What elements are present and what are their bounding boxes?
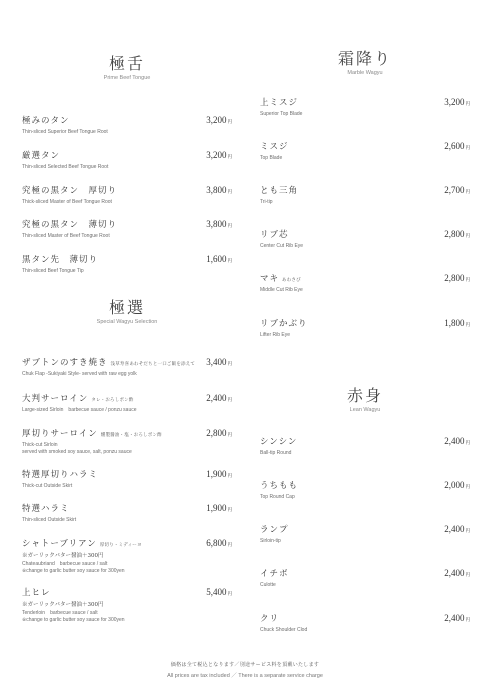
menu-item-row xyxy=(260,517,470,536)
section-subtitle: Prime Beef Tongue xyxy=(103,75,151,81)
menu-item xyxy=(260,606,470,634)
menu-item-price: 3,800 xyxy=(206,219,227,229)
menu-item-name-group xyxy=(260,429,297,448)
menu-item-name-group xyxy=(22,247,98,266)
menu-item-name: 厳選タン xyxy=(22,151,61,161)
menu-item-name: 究極の黒タン 薄切り xyxy=(22,220,118,230)
menu-item xyxy=(22,350,232,378)
menu-item-row xyxy=(22,178,232,197)
menu-item-row xyxy=(260,222,470,241)
menu-item-price-group xyxy=(206,143,232,162)
menu-item xyxy=(260,473,470,501)
menu-item-description-en: served with smoked soy sauce, salt, ponzu sauce xyxy=(22,448,132,455)
menu-item-row xyxy=(22,247,232,266)
menu-item-description-en: Ball-tip Round xyxy=(260,450,292,456)
menu-item-price: 2,400 xyxy=(444,524,465,534)
menu-item-name: 極みのタン xyxy=(22,116,70,126)
menu-item-row xyxy=(260,266,470,285)
currency-label: 円 xyxy=(465,146,470,151)
menu-item-description-en: Large-sized Sirloin barbecue sauce / ponzu sauce xyxy=(22,407,137,413)
menu-item-description-en: ※change to garlic butter soy sauce for 300yen xyxy=(22,567,125,574)
menu-item-price-group xyxy=(444,134,470,153)
menu-item-row xyxy=(260,178,470,197)
menu-item-name-group xyxy=(260,178,298,197)
menu-item-row xyxy=(22,108,232,127)
menu-item-row xyxy=(22,462,232,481)
menu-item-row xyxy=(22,386,232,405)
menu-item-name-group xyxy=(22,496,70,515)
menu-item-price: 3,400 xyxy=(206,357,227,367)
menu-item xyxy=(22,421,232,455)
menu-item xyxy=(22,580,232,623)
menu-item-row xyxy=(22,421,232,440)
menu-item-price: 1,800 xyxy=(444,318,465,328)
menu-item-name-group xyxy=(22,350,195,369)
section-title: 赤身 xyxy=(346,386,383,405)
menu-item xyxy=(260,266,470,294)
menu-item-price-group xyxy=(206,421,232,440)
menu-item-price-group xyxy=(444,311,470,330)
menu-item-description-en: ※change to garlic butter soy sauce for 300yen xyxy=(22,616,125,623)
menu-item-name: クリ xyxy=(260,614,280,624)
menu-item-row xyxy=(22,531,232,550)
menu-item-description-en: Thin-sliced Master of Beef Tongue Root xyxy=(22,233,110,239)
menu-item-option-jp: ※ガーリックバター醤油＋300円 xyxy=(22,553,104,559)
menu-item-name: 特選厚切りハラミ xyxy=(22,470,99,480)
menu-item-row xyxy=(22,496,232,515)
menu-item-price-group xyxy=(444,222,470,241)
section-subtitle: Special Wagyu Selection xyxy=(96,319,158,325)
menu-item-price-group xyxy=(206,462,232,481)
menu-item-row xyxy=(260,561,470,580)
menu-item-price: 1,900 xyxy=(206,503,227,513)
menu-item-description-en: Thin-sliced Beef Tongue Tip xyxy=(22,268,84,274)
currency-label: 円 xyxy=(465,485,470,490)
menu-item-price-group xyxy=(206,496,232,515)
menu-item-name-group xyxy=(22,462,98,481)
menu-item xyxy=(22,386,232,414)
currency-label: 円 xyxy=(227,155,232,160)
menu-item-note: 浅草寿喜あわそだちと一口ご飯を添えて xyxy=(110,362,196,367)
menu-item-price: 1,600 xyxy=(206,254,227,264)
menu-item-price-group xyxy=(206,580,232,599)
menu-item-name-group xyxy=(260,90,298,109)
menu-item xyxy=(260,517,470,545)
menu-item xyxy=(260,311,470,339)
menu-item-price: 3,200 xyxy=(206,115,227,125)
menu-item-description-en: Chuck Shoulder Clod xyxy=(260,627,308,633)
menu-item-description-en: Middle Cut Rib Eye xyxy=(260,287,303,293)
section-title: 極選 xyxy=(108,298,145,317)
menu-item-name: 黒タン先 薄切り xyxy=(22,255,99,265)
menu-item-price-group xyxy=(444,606,470,625)
menu-item-name-group xyxy=(260,134,289,153)
menu-item-name-group xyxy=(260,517,289,536)
menu-item-name-group xyxy=(260,473,298,492)
currency-label: 円 xyxy=(227,433,232,438)
menu-item xyxy=(22,178,232,206)
menu-item-name: リブかぶり xyxy=(260,319,308,329)
menu-item xyxy=(260,429,470,457)
menu-item-price-group xyxy=(444,178,470,197)
menu-item-name: ランプ xyxy=(260,525,289,535)
menu-item-row xyxy=(22,580,232,599)
currency-label: 円 xyxy=(465,234,470,239)
menu-item-price-group xyxy=(206,212,232,231)
menu-item xyxy=(22,143,232,171)
menu-item-name-group xyxy=(22,386,134,405)
menu-item-description-en: Chuk Flap -Sukiyaki Style- served with raw egg yolk xyxy=(22,371,137,377)
menu-item-name-group xyxy=(22,421,162,440)
menu-item-price-group xyxy=(444,429,470,448)
menu-item xyxy=(260,222,470,250)
menu-item-note: 厚切り・ミディーヨ xyxy=(99,543,142,548)
menu-item-name-group xyxy=(260,266,301,285)
menu-item xyxy=(260,90,470,118)
menu-item-row xyxy=(260,311,470,330)
menu-item-name-group xyxy=(22,212,117,231)
currency-label: 円 xyxy=(227,543,232,548)
menu-item xyxy=(22,462,232,490)
currency-label: 円 xyxy=(465,573,470,578)
menu-item-name: イチボ xyxy=(260,569,289,579)
menu-item-name: うちもも xyxy=(260,481,299,491)
menu-item-row xyxy=(260,90,470,109)
menu-item-price: 1,900 xyxy=(206,469,227,479)
menu-item-note: タレ・おろしポン酢 xyxy=(91,398,134,403)
currency-label: 円 xyxy=(227,224,232,229)
menu-item xyxy=(260,178,470,206)
currency-label: 円 xyxy=(465,190,470,195)
menu-item xyxy=(22,108,232,136)
menu-item-price-group xyxy=(444,90,470,109)
menu-item-description-en: Thick-cut Outside Skirt xyxy=(22,483,73,489)
menu-item-description-en: Thick-sliced Master of Beef Tongue Root xyxy=(22,199,112,205)
currency-label: 円 xyxy=(227,508,232,513)
menu-item-name: とも三角 xyxy=(260,186,299,196)
menu-item-description-en: Thin-sliced Selected Beef Tongue Root xyxy=(22,164,109,170)
menu-item-price: 2,400 xyxy=(444,568,465,578)
section-subtitle: Marble Wagyu xyxy=(347,70,383,76)
menu-item-price: 2,400 xyxy=(206,393,227,403)
currency-label: 円 xyxy=(227,259,232,264)
menu-item-name: マキ xyxy=(260,274,280,284)
menu-item xyxy=(22,247,232,275)
menu-item-name-group xyxy=(22,108,70,127)
menu-item-price-group xyxy=(206,350,232,369)
section-title: 極舌 xyxy=(108,54,145,73)
currency-label: 円 xyxy=(227,190,232,195)
menu-item-name: シンシン xyxy=(260,437,298,447)
menu-item-name-group xyxy=(22,178,117,197)
menu-item-row xyxy=(22,212,232,231)
menu-item-price-group xyxy=(206,531,232,550)
menu-item-description-en: Top Blade xyxy=(260,155,283,161)
section-header-shimofuri xyxy=(260,49,470,76)
menu-item-row xyxy=(22,143,232,162)
menu-item xyxy=(22,212,232,240)
menu-item-name: 厚切りサーロイン xyxy=(22,429,98,439)
menu-item-row xyxy=(260,429,470,448)
menu-item-description-en: Tri-tip xyxy=(260,199,273,205)
menu-item-name-group xyxy=(22,580,51,599)
footer xyxy=(0,661,490,679)
menu-item-description-en: Thin-sliced Superior Beef Tongue Root xyxy=(22,129,108,135)
menu-item-row xyxy=(260,134,470,153)
menu-item-note: あわさび xyxy=(282,278,301,283)
menu-item-description-en: Top Round Cap xyxy=(260,494,295,500)
menu-item-name-group xyxy=(260,311,308,330)
menu-item-name: ミスジ xyxy=(260,142,289,152)
menu-item-price: 5,400 xyxy=(206,587,227,597)
menu-item-description-en: Chateaubriand barbecue sauce / salt xyxy=(22,561,108,567)
menu-item-description-en: Culotte xyxy=(260,582,276,588)
menu-item-name: 大判サーロイン xyxy=(22,394,89,404)
menu-item-description-en: Thick-cut Sirloin xyxy=(22,442,58,448)
currency-label: 円 xyxy=(465,278,470,283)
currency-label: 円 xyxy=(465,529,470,534)
menu-item-name-group xyxy=(22,143,60,162)
currency-label: 円 xyxy=(227,398,232,403)
section-header-gokusen xyxy=(22,298,232,325)
menu-item-description-en: Center Cut Rib Eye xyxy=(260,243,304,249)
menu-item-name-group xyxy=(22,531,142,550)
menu-item-price: 2,400 xyxy=(444,436,465,446)
menu-item xyxy=(260,561,470,589)
menu-item-description-en: Sirloin-tip xyxy=(260,538,281,544)
menu-item-name: 特選ハラミ xyxy=(22,504,70,514)
section-title: 霜降り xyxy=(337,49,392,68)
menu-item-description-en: Tenderloin barbecue sauce / salt xyxy=(22,610,98,616)
menu-item-price-group xyxy=(444,473,470,492)
currency-label: 円 xyxy=(465,441,470,446)
menu-item-price-group xyxy=(206,178,232,197)
menu-item-price: 6,800 xyxy=(206,538,227,548)
section-subtitle: Lean Wagyu xyxy=(349,407,381,413)
footer-note-en: All prices are tax included ／ There is a separate service charge xyxy=(167,673,323,679)
menu-item-name-group xyxy=(260,561,289,580)
menu-item-price-group xyxy=(444,517,470,536)
menu-item-price: 3,800 xyxy=(206,185,227,195)
menu-item-option-jp: ※ガーリックバター醤油＋300円 xyxy=(22,602,104,608)
menu-item-row xyxy=(22,350,232,369)
menu-item-price: 2,400 xyxy=(444,613,465,623)
currency-label: 円 xyxy=(227,120,232,125)
section-header-akami xyxy=(260,386,470,413)
menu-item-price-group xyxy=(206,386,232,405)
menu-item-name: リブ芯 xyxy=(260,230,289,240)
menu-item xyxy=(22,496,232,524)
footer-note-jp: 価格は全て税込となります／別途サービス料を頂戴いたします xyxy=(170,662,320,668)
menu-item-price: 3,200 xyxy=(206,150,227,160)
menu-item-name-group xyxy=(260,222,289,241)
currency-label: 円 xyxy=(227,474,232,479)
menu-item-description-en: Superior Top Blade xyxy=(260,111,303,117)
menu-item-name: シャトーブリアン xyxy=(22,539,97,549)
currency-label: 円 xyxy=(465,618,470,623)
menu-item-description-en: Lifter Rib Eye xyxy=(260,332,291,338)
menu-item-name: 究極の黒タン 厚切り xyxy=(22,186,118,196)
menu-item-price: 2,800 xyxy=(206,428,227,438)
currency-label: 円 xyxy=(227,592,232,597)
menu-item-name: ザブトンのすき焼き xyxy=(22,358,108,368)
currency-label: 円 xyxy=(227,362,232,367)
menu-item-name-group xyxy=(260,606,279,625)
menu-item-price: 2,000 xyxy=(444,480,465,490)
menu-item-price-group xyxy=(444,266,470,285)
menu-item-name: 上ヒレ xyxy=(22,588,51,598)
menu-item-description-en: Thin-sliced Outside Skirt xyxy=(22,517,77,523)
menu-item-row xyxy=(260,606,470,625)
menu-item xyxy=(260,134,470,162)
menu-item-price: 3,200 xyxy=(444,97,465,107)
menu-item xyxy=(22,531,232,574)
menu-item-price-group xyxy=(206,247,232,266)
menu-item-price-group xyxy=(206,108,232,127)
menu-item-price: 2,800 xyxy=(444,229,465,239)
menu-item-name: 上ミスジ xyxy=(260,98,299,108)
section-header-gokuzetsu xyxy=(22,54,232,81)
menu-item-note: 燻製醤油・塩・おろしポン酢 xyxy=(100,433,162,438)
menu-item-row xyxy=(260,473,470,492)
menu-item-price: 2,700 xyxy=(444,185,465,195)
menu-item-price-group xyxy=(444,561,470,580)
menu-item-price: 2,600 xyxy=(444,141,465,151)
menu-item-price: 2,800 xyxy=(444,273,465,283)
currency-label: 円 xyxy=(465,323,470,328)
currency-label: 円 xyxy=(465,102,470,107)
